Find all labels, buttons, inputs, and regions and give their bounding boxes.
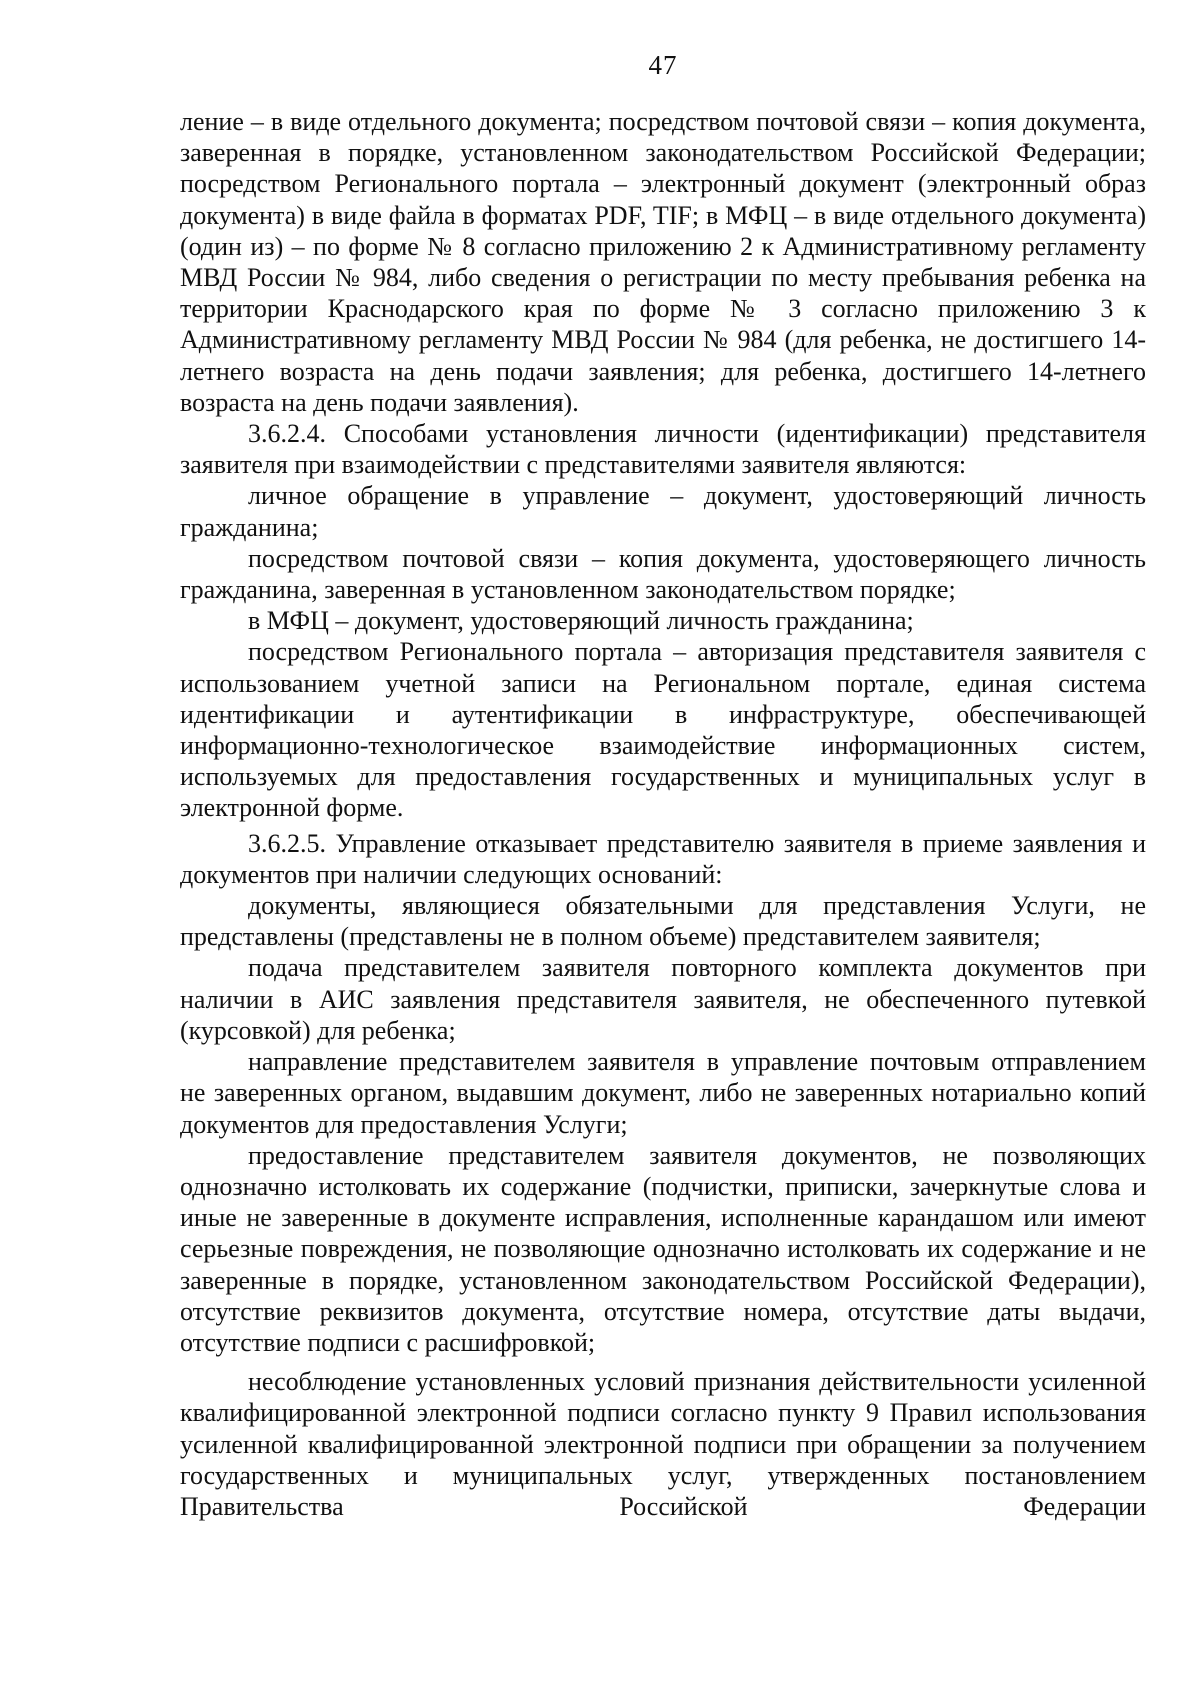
paragraph-electronic-signature: несоблюдение установленных условий признания действительности усиленной квалифицированной электронной подписи согласно пункту 9 Правил использования усиленной квалифицированной электронной подписи при обращении за получением государственных и муниципальных услуг, утвержденных постановлением Правительства Российской Федерации	[180, 1367, 1146, 1521]
paragraph-regional-portal: посредством Регионального портала – авторизация представителя заявителя с использованием учетной записи на Региональном портале, единая система идентификации и аутентификации в инфраструктуре, обеспечивающей информационно-технологическое взаимодействие информационных систем, используемых для предоставления государственных и муниципальных услуг в электронной форме.	[180, 637, 1146, 823]
paragraph-repeat-submission: подача представителем заявителя повторного комплекта документов при наличии в АИС заявления представителя заявителя, не обеспеченного путевкой (курсовкой) для ребенка;	[180, 953, 1146, 1045]
paragraph-uncertified-copies: направление представителем заявителя в управление почтовым отправлением не заверенных органом, выдавшим документ, либо не заверенных нотариально копий документов для предоставления Услуги;	[180, 1047, 1146, 1139]
paragraph-continuation: ление – в виде отдельного документа; посредством почтовой связи – копия документа, заверенная в порядке, установленном законодательством Российской Федерации; посредством Регионального портала – электронный документ (электронный образ документа) в виде файла в форматах PDF, TIF; в МФЦ – в виде отдельного документа) (один из) – по форме № 8 согласно приложению 2 к Административному регламенту МВД России № 984, либо сведения о регистрации по месту пребывания ребенка на территории Краснодарского края по форме № 3 согласно приложению 3 к Административному регламенту МВД России № 984 (для ребенка, не достигшего 14-летнего возраста на день подачи заявления; для ребенка, достигшего 14-летнего возраста на день подачи заявления).	[180, 107, 1146, 417]
document-body	[180, 106, 1146, 1522]
paragraph-3-6-2-5: 3.6.2.5. Управление отказывает представителю заявителя в приеме заявления и документов при наличии следующих оснований:	[180, 828, 1146, 889]
paragraph-personal-visit: личное обращение в управление – документ, удостоверяющий личность гражданина;	[180, 481, 1146, 542]
paragraph-3-6-2-4: 3.6.2.4. Способами установления личности (идентификации) представителя заявителя при взаимодействии с представителями заявителя являются:	[180, 419, 1146, 480]
paragraph-damaged-documents: предоставление представителем заявителя документов, не позволяющих однозначно истолковать их содержание (подчистки, приписки, зачеркнутые слова и иные не заверенные в документе исправления, исполненные карандашом или имеют серьезные повреждения, не позволяющие однозначно истолковать их содержание и не заверенные в порядке, установленном законодательством Российской Федерации), отсутствие реквизитов документа, отсутствие номера, отсутствие даты выдачи, отсутствие подписи с расшифровкой;	[180, 1140, 1146, 1357]
paragraph-postal: посредством почтовой связи – копия документа, удостоверяющего личность гражданина, заверенная в установленном законодательством порядке;	[180, 543, 1146, 605]
paragraph-missing-documents: документы, являющиеся обязательными для представления Услуги, не представлены (представлены не в полном объеме) представителем заявителя;	[180, 891, 1146, 952]
page-number: 47	[648, 50, 678, 80]
paragraph-mfc: в МФЦ – документ, удостоверяющий личность гражданина;	[248, 606, 914, 636]
